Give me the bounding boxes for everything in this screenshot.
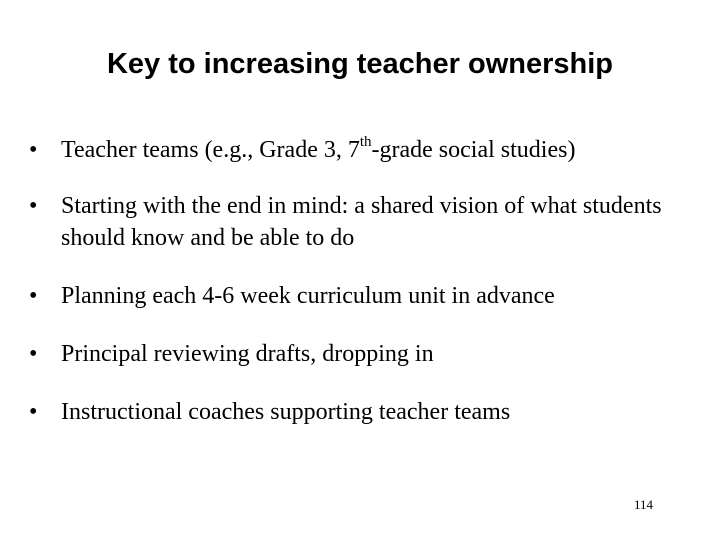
bullet-icon: •: [29, 399, 38, 425]
slide-title: Key to increasing teacher ownership: [106, 48, 614, 80]
bullet-item-unit-planning: [29, 280, 689, 312]
bullet-item-shared-vision: [29, 190, 689, 254]
bullet-text-suffix: -grade social studies): [371, 137, 576, 163]
page-number: 114: [634, 497, 654, 512]
bullet-item-principal-review: [29, 338, 689, 370]
bullet-text-prefix: Teacher teams (e.g., Grade 3, 7: [61, 137, 360, 163]
bullet-text: Principal reviewing drafts, dropping in: [61, 341, 434, 367]
bullet-text: Instructional coaches supporting teacher teams: [61, 399, 511, 425]
bullet-item-teacher-teams: [29, 134, 689, 166]
bullet-icon: •: [29, 137, 38, 163]
bullet-text: Starting with the end in mind: a shared vision of what students should know and be able to do: [61, 193, 662, 251]
bullet-text: [61, 134, 689, 166]
ordinal-superscript: th: [359, 134, 372, 150]
bullet-text: Planning each 4-6 week curriculum unit in advance: [61, 283, 555, 309]
bullet-icon: •: [29, 283, 38, 309]
bullet-icon: •: [29, 341, 38, 367]
bullet-item-instructional-coaches: [29, 396, 689, 428]
bullet-icon: •: [29, 193, 38, 219]
